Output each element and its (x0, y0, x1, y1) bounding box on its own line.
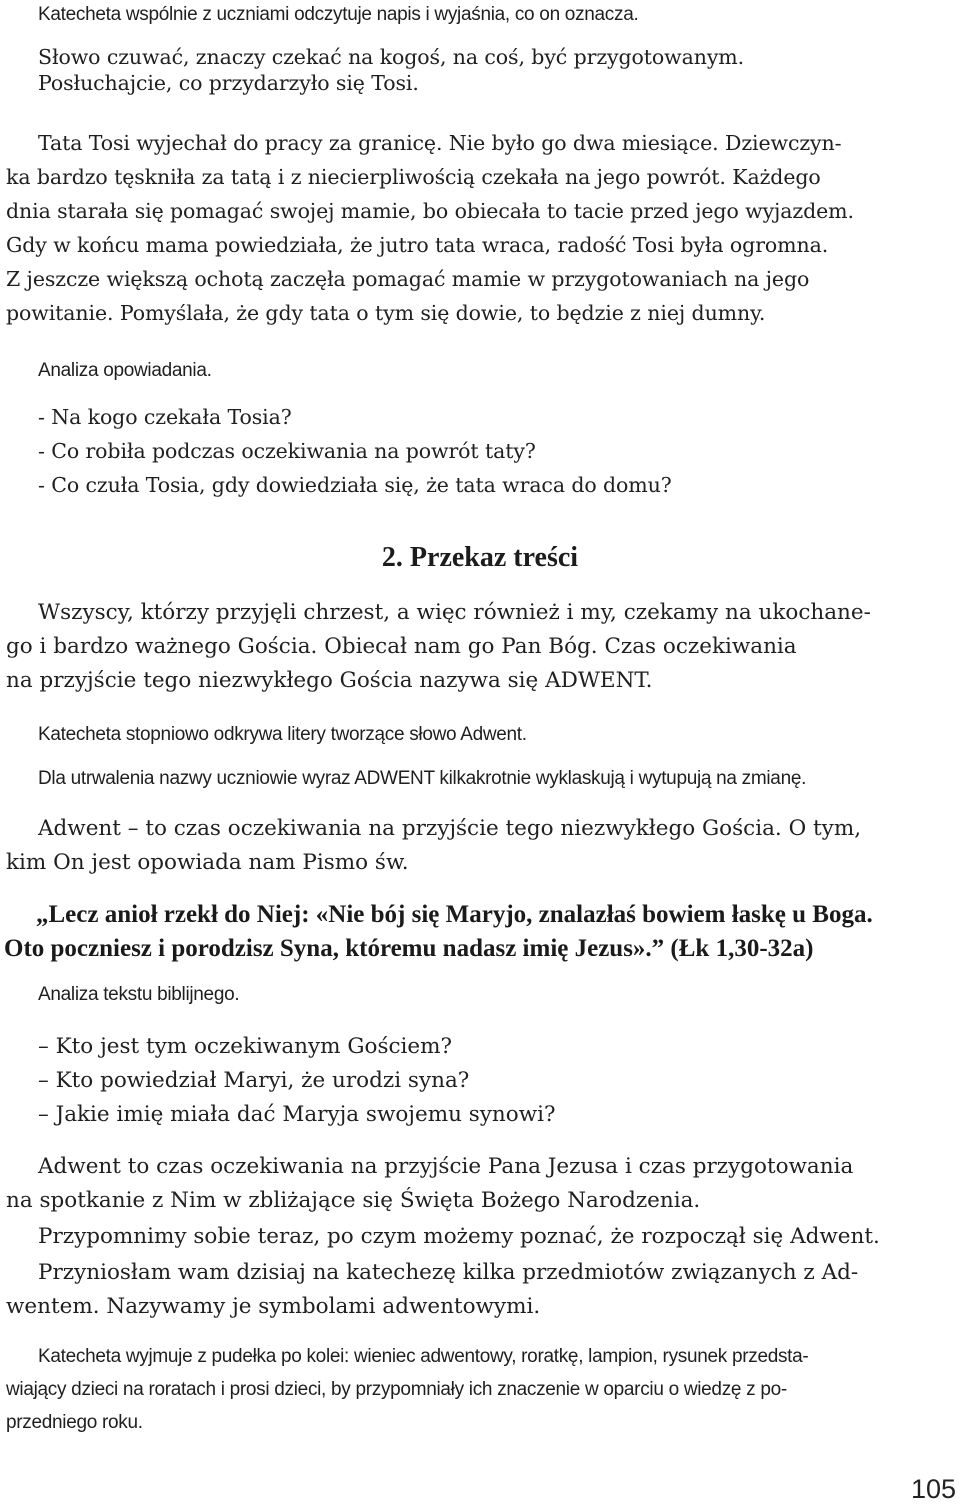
bible-quote (4, 898, 956, 966)
question-item: - Co robiła podczas oczekiwania na powrót taty? (38, 439, 536, 463)
text-line: Adwent to czas oczekiwania na przyjście Pana Jezusa i czas przygotowania (38, 1154, 854, 1179)
instruction-reveal-letters: Katecheta stopniowo odkrywa litery tworzące słowo Adwent. (38, 724, 527, 745)
text-line: kim On jest opowiada nam Pismo św. (6, 850, 409, 875)
paragraph-adwent-preparation (6, 1150, 958, 1218)
question-item: – Kto powiedział Maryi, że urodzi syna? (38, 1068, 470, 1093)
analysis-story-title: Analiza opowiadania. (38, 360, 212, 381)
text-line: Wszyscy, którzy przyjęli chrzest, a więc również i my, czekamy na ukochane- (38, 600, 871, 625)
story-questions (38, 400, 938, 502)
text-line: Słowo czuwać, znaczy czekać na kogoś, na coś, być przygotowanym. (38, 45, 745, 69)
quote-line: Oto pocznie​sz i porodzisz Syna, któremu nadasz imię Jezus».” (Łk 1,30-32a) (4, 935, 814, 962)
text-line: wiający dzieci na roratach i prosi dzieci, by przypomniały ich znaczenie w oparciu o wiedzę z po- (6, 1379, 787, 1400)
text-line: Adwent – to czas oczekiwania na przyjście tego niezwykłego Gościa. O tym, (38, 816, 862, 841)
analysis-bible-title: Analiza tekstu biblijnego. (38, 984, 240, 1005)
text-line: na przyjście tego niezwykłego Gościa nazywa się ADWENT. (6, 668, 653, 693)
instruction-read-sign: Katecheta wspólnie z uczniami odczytuje napis i wyjaśnia, co on oznacza. (38, 4, 639, 25)
text-line: powitanie. Pomyślała, że gdy tata o tym się dowie, to będzie z niej dumny. (6, 301, 766, 325)
text-line: na spotkanie z Nim w zbliżające się Święta Bożego Narodzenia. (6, 1188, 701, 1213)
story-paragraph (6, 126, 958, 330)
paragraph-adwent-definition (6, 812, 958, 880)
question-item: - Na kogo czekała Tosia? (38, 405, 292, 429)
text-line: go i bardzo ważnego Gościa. Obiecał nam go Pan Bóg. Czas oczekiwania (6, 634, 797, 659)
paragraph-czuwac (38, 40, 938, 100)
paragraph-przypomnimy (38, 1220, 958, 1254)
text-line: Przyniosłam wam dzisiaj na katechezę kilka przedmiotów związanych z Ad- (38, 1260, 859, 1285)
question-item: – Jakie imię miała dać Maryja swojemu synowi? (38, 1102, 556, 1127)
page-number: 105 (910, 1474, 956, 1504)
text-line: ka bardzo tęskniła za tatą i z niecierpliwością czekała na jego powrót. Każdego (6, 165, 821, 189)
section-heading: 2. Przekaz treści (381, 542, 579, 573)
instruction-advent-symbols (6, 1340, 958, 1439)
instruction-clap-stomp: Dla utrwalenia nazwy uczniowie wyraz ADWENT kilkakrotnie wyklaskują i wytupują na zmianę. (38, 768, 807, 789)
text-line: Tata Tosi wyjechał do pracy za granicę. Nie było go dwa miesiące. Dziewczyn- (38, 131, 842, 155)
text-line: Przypomnimy sobie teraz, po czym możemy poznać, że rozpoczął się Adwent. (38, 1224, 880, 1249)
text-line: Gdy w końcu mama powiedziała, że jutro tata wraca, radość Tosi była ogromna. (6, 233, 829, 257)
text-line: przedniego roku. (6, 1412, 143, 1433)
text-line: Posłuchajcie, co przydarzyło się Tosi. (38, 71, 419, 95)
text-line: wentem. Nazywamy je symbolami adwentowymi. (6, 1294, 541, 1319)
paragraph-przynioslam (6, 1256, 958, 1324)
text-line: Z jeszcze większą ochotą zaczęła pomagać mamie w przygotowaniach na jego (6, 267, 810, 291)
quote-line: „Lecz anioł rzekł do Niej: «Nie bój się Maryjo, znalazłaś bowiem łaskę u Boga. (36, 901, 873, 928)
question-item: - Co czuła Tosia, gdy dowiedziała się, że tata wraca do domu? (38, 473, 672, 497)
paragraph-wszyscy (6, 596, 958, 698)
text-line: Katecheta wyjmuje z pudełka po kolei: wieniec adwentowy, roratkę, lampion, rysunek przedsta- (38, 1346, 809, 1367)
bible-questions (38, 1030, 938, 1132)
question-item: – Kto jest tym oczekiwanym Gościem? (38, 1034, 453, 1059)
text-line: dnia starała się pomagać swojej mamie, bo obiecała to tacie przed jego wyjazdem. (6, 199, 854, 223)
